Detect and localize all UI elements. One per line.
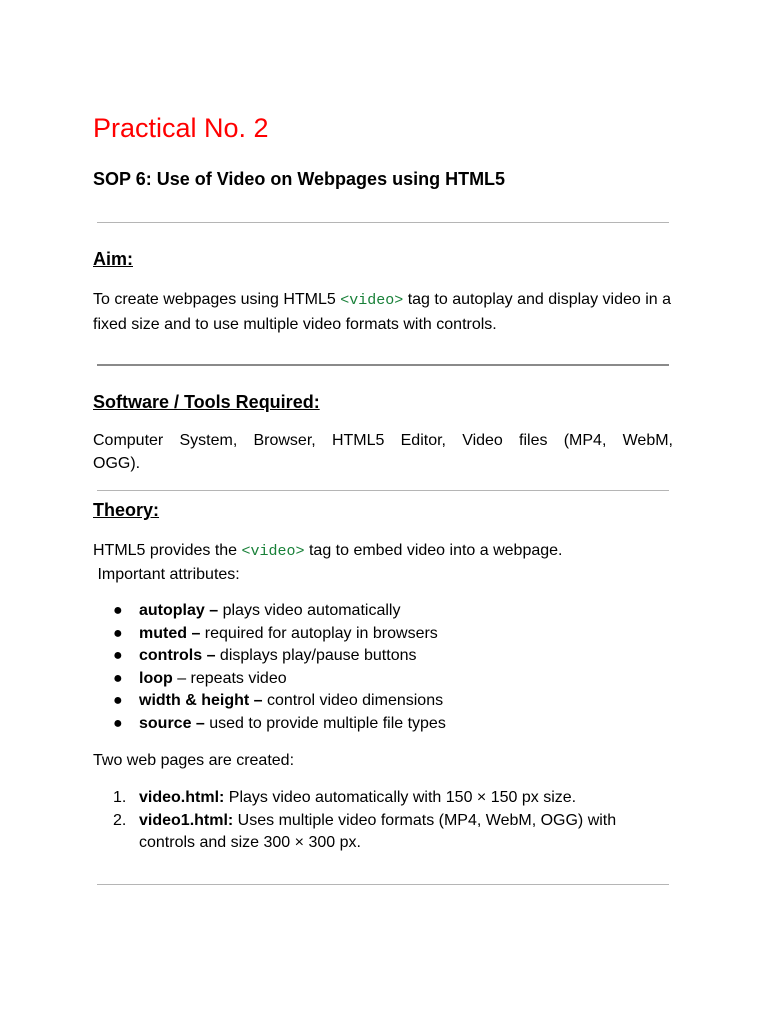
aim-text-after: tag to autoplay and display video in a fixed size and to use multiple video formats with controls. [93,291,672,333]
attribute-term: muted – [139,624,201,642]
attributes-list [113,600,446,735]
attribute-desc: used to provide multiple file types [204,714,446,732]
theory-intro-before: HTML5 provides the [93,542,242,559]
list-item [113,810,653,855]
pages-list [113,787,653,855]
page-subtitle: SOP 6: Use of Video on Webpages using HTML5 [93,169,506,189]
page-desc: Plays video automatically with 150 × 150 px size. [224,789,577,806]
theory-intro-after: tag to embed video into a webpage. [304,542,563,559]
bullet-icon: ● [113,647,123,664]
bullet-icon: ● [113,669,123,687]
attribute-term: autoplay – [139,602,219,619]
pages-intro: Two web pages are created: [93,752,295,769]
attribute-term: source – [139,714,205,732]
divider [97,364,669,366]
attribute-desc: plays video automatically [218,602,401,619]
list-number: 1. [113,789,127,806]
video-tag-code: <video> [340,292,404,309]
list-item [113,600,446,623]
theory-intro [93,539,673,564]
bullet-icon: ● [113,624,123,642]
page-filename: video.html: [139,789,225,806]
software-text-line1: Computer System, Browser, HTML5 Editor, Video files (MP4, WebM, [93,432,673,449]
software-text-line2: OGG). [93,455,141,472]
attribute-desc: – repeats video [172,669,287,687]
software-heading: Software / Tools Required: [93,392,320,412]
bullet-icon: ● [113,714,123,732]
bullet-icon: ● [113,692,123,709]
attribute-desc: displays play/pause buttons [215,647,417,664]
aim-text [93,288,673,337]
divider [97,222,669,223]
page-desc: Uses multiple video formats (MP4, WebM, OGG) with controls and size 300 × 300 px. [139,811,617,851]
list-item [113,690,446,713]
video-tag-code: <video> [241,543,305,560]
divider [97,884,669,885]
bullet-icon: ● [113,602,123,619]
list-item [113,787,653,810]
list-item [113,668,446,691]
aim-heading: Aim: [93,249,133,269]
attribute-term: controls – [139,647,216,664]
list-number: 2. [113,811,127,829]
attribute-term: loop [139,669,173,687]
divider [97,490,669,491]
theory-heading: Theory: [93,500,160,520]
list-item [113,713,446,736]
attribute-desc: control video dimensions [262,692,444,709]
aim-text-before: To create webpages using HTML5 [93,291,341,308]
list-item [113,623,446,646]
attribute-term: width & height – [139,692,263,709]
attribute-desc: required for autoplay in browsers [200,624,438,642]
list-item [113,645,446,668]
page-filename: video1.html: [139,811,234,829]
theory-intro-line2: Important attributes: [93,566,240,583]
page-title: Practical No. 2 [93,113,269,143]
